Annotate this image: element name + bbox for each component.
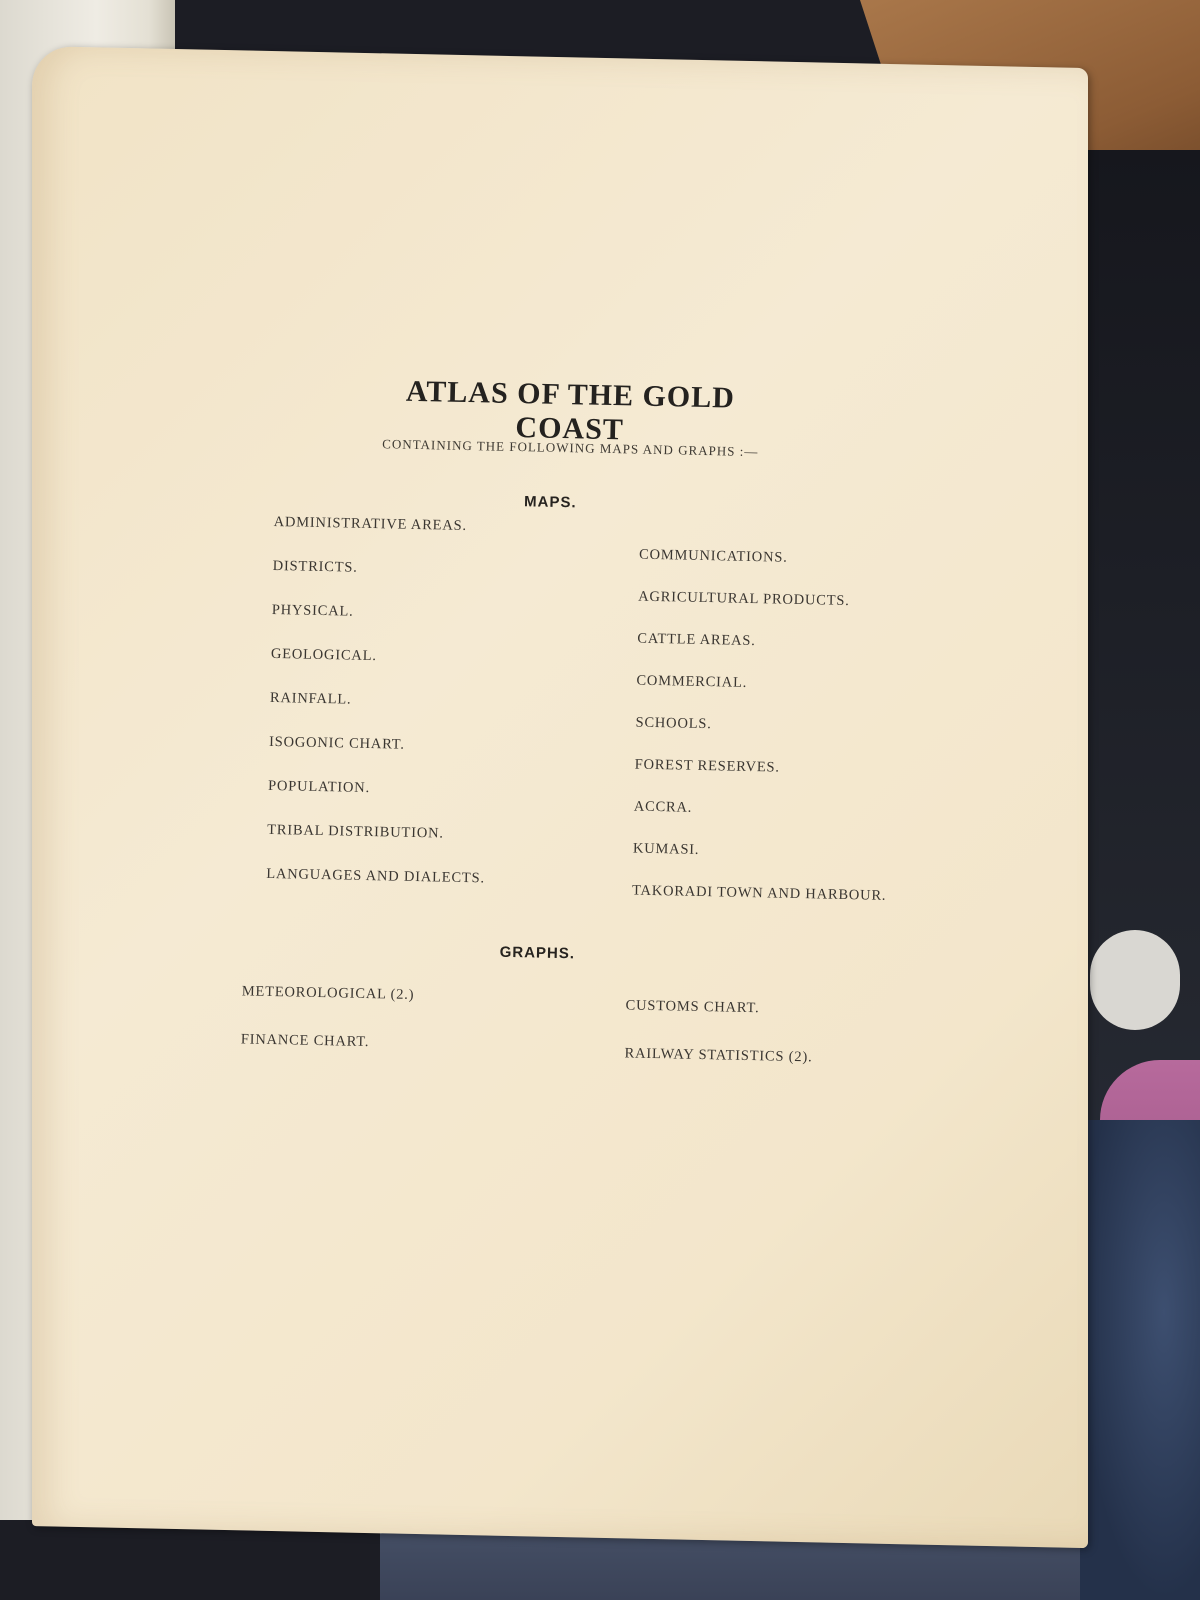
- page-title: ATLAS OF THE GOLD COAST: [405, 374, 736, 447]
- graphs-list-left: [240, 983, 415, 1083]
- maps-heading: MAPS.: [523, 493, 577, 512]
- list-item: METEOROLOGICAL (2.): [241, 983, 415, 1004]
- list-item: DISTRICTS.: [272, 557, 358, 576]
- list-item: SCHOOLS.: [635, 714, 712, 733]
- list-item: KUMASI.: [632, 840, 700, 858]
- list-item: FINANCE CHART.: [240, 1031, 370, 1051]
- list-item: POPULATION.: [267, 777, 371, 797]
- list-item: COMMERCIAL.: [636, 672, 748, 691]
- list-item: CATTLE AREAS.: [637, 630, 756, 650]
- list-item: GEOLOGICAL.: [270, 645, 377, 665]
- list-item: ACCRA.: [633, 798, 693, 816]
- list-item: RAILWAY STATISTICS (2).: [624, 1045, 813, 1066]
- list-item: PHYSICAL.: [271, 601, 354, 620]
- graphs-heading: GRAPHS.: [499, 943, 576, 963]
- list-item: CUSTOMS CHART.: [625, 997, 760, 1017]
- list-item: AGRICULTURAL PRODUCTS.: [638, 588, 850, 610]
- page-subtitle: CONTAINING THE FOLLOWING MAPS AND GRAPHS :—: [382, 436, 759, 460]
- list-item: FOREST RESERVES.: [634, 756, 780, 776]
- graphs-list-right: [624, 997, 814, 1097]
- list-item: COMMUNICATIONS.: [638, 546, 788, 566]
- maps-list-left: [266, 514, 493, 914]
- list-item: LANGUAGES AND DIALECTS.: [266, 865, 485, 887]
- list-item: ADMINISTRATIVE AREAS.: [273, 513, 468, 535]
- list-item: TRIBAL DISTRIBUTION.: [267, 821, 444, 842]
- list-item: RAINFALL.: [269, 689, 352, 708]
- list-item: ISOGONIC CHART.: [268, 733, 405, 753]
- maps-list-right: [631, 547, 893, 930]
- list-item: TAKORADI TOWN AND HARBOUR.: [631, 882, 887, 904]
